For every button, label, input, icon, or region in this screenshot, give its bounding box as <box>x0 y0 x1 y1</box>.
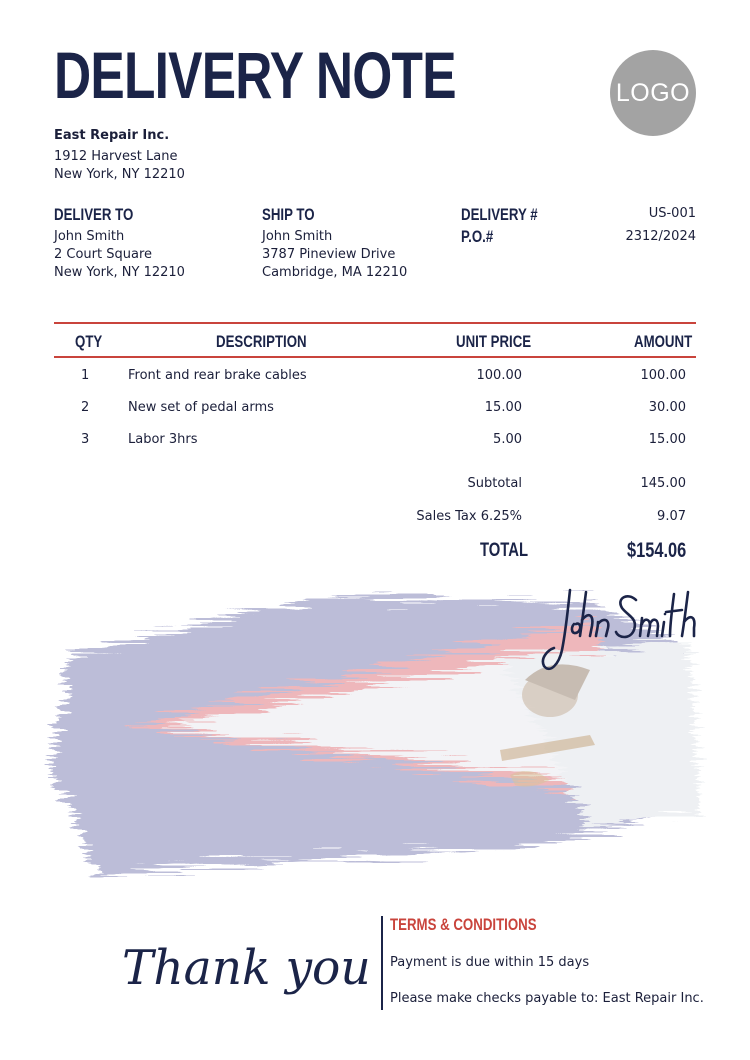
footer-divider <box>381 916 383 1010</box>
thank-you-text: Thank you <box>122 940 371 996</box>
table-row-3-amount: 15.00 <box>648 432 686 447</box>
column-header-qty: QTY <box>75 332 103 351</box>
table-row-3-qty: 3 <box>81 432 90 447</box>
subtotal-value: 145.00 <box>640 476 686 491</box>
sales-tax-value: 9.07 <box>657 509 686 524</box>
company-address-line2: New York, NY 12210 <box>54 167 185 182</box>
document-title: DELIVERY NOTE <box>54 38 456 112</box>
sales-tax-label: Sales Tax 6.25% <box>416 509 522 524</box>
terms-line-1: Payment is due within 15 days <box>390 955 590 970</box>
table-row-3-description: Labor 3hrs <box>128 432 198 447</box>
total-label: TOTAL <box>480 540 529 561</box>
table-row-1-amount: 100.00 <box>640 368 686 383</box>
column-header-unit-price: UNIT PRICE <box>456 332 532 351</box>
table-row-2-qty: 2 <box>81 400 90 415</box>
company-address-line1: 1912 Harvest Lane <box>54 149 178 164</box>
table-row-1-qty: 1 <box>81 368 90 383</box>
terms-heading: TERMS & CONDITIONS <box>390 915 537 934</box>
subtotal-label: Subtotal <box>467 476 522 491</box>
table-row-3-unit-price: 5.00 <box>493 432 522 447</box>
table-row-2-unit-price: 15.00 <box>484 400 522 415</box>
po-number-label: P.O.# <box>461 227 494 246</box>
table-header-rule <box>54 356 696 358</box>
deliver-to-address-line2: New York, NY 12210 <box>54 265 185 280</box>
column-header-amount: AMOUNT <box>634 332 693 351</box>
column-header-description: DESCRIPTION <box>216 332 307 351</box>
po-number-value: 2312/2024 <box>625 229 696 244</box>
deliver-to-name: John Smith <box>54 229 125 244</box>
table-row-2-amount: 30.00 <box>648 400 686 415</box>
ship-to-heading: SHIP TO <box>262 205 315 224</box>
deliver-to-address-line1: 2 Court Square <box>54 247 153 262</box>
table-row-1-description: Front and rear brake cables <box>128 368 307 383</box>
ship-to-address-line2: Cambridge, MA 12210 <box>262 265 408 280</box>
ship-to-address-line1: 3787 Pineview Drive <box>262 247 396 262</box>
table-top-rule <box>54 322 696 324</box>
total-value: $154.06 <box>627 539 687 562</box>
signature-image <box>540 578 700 678</box>
delivery-number-label: DELIVERY # <box>461 205 538 224</box>
table-row-1-unit-price: 100.00 <box>476 368 522 383</box>
company-name: East Repair Inc. <box>54 128 170 143</box>
company-logo: LOGO <box>610 50 696 136</box>
terms-line-2: Please make checks payable to: East Repair Inc. <box>390 991 704 1006</box>
ship-to-name: John Smith <box>262 229 333 244</box>
delivery-number-value: US-001 <box>648 206 696 221</box>
table-row-2-description: New set of pedal arms <box>128 400 274 415</box>
deliver-to-heading: DELIVER TO <box>54 205 134 224</box>
